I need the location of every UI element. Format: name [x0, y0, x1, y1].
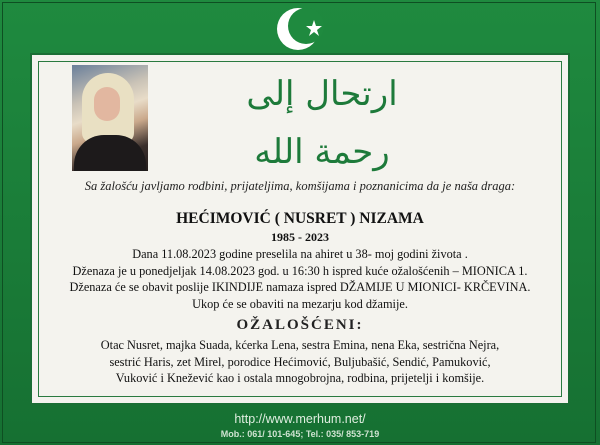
footer-url-link[interactable]: http://www.merhum.net/: [234, 412, 366, 426]
mourners-list: [32, 337, 568, 387]
mourners-line: Vuković i Knežević kao i ostala mnogobrojna, rodbina, prijetelji i komšije.: [115, 371, 485, 385]
obituary-card: [30, 53, 570, 405]
deceased-name: HEĆIMOVIĆ ( NUSRET ) NIZAMA: [176, 210, 424, 227]
crescent-star-icon: [270, 4, 330, 54]
mourners-line: sestrić Haris, zet Mirel, porodice Hećimović, Buljubašić, Sendić, Pamuković,: [109, 354, 491, 369]
detail-line: Dženaza je u ponedjeljak 14.08.2023 god. u 16:30 h ispred kuće ožalošćenih – MIONICA 1.: [72, 263, 528, 278]
arabic-calligraphy: ارتحال إلى رحمة الله: [246, 74, 398, 172]
intro-text: Sa žalošću javljamo rodbini, prijateljima, komšijama i poznanicima da je naša draga:: [84, 179, 516, 193]
detail-line: Dženaza će se obavit poslije IKINDIJE namaza ispred DŽAMIJE U MIONICI- KRČEVINA.: [69, 280, 531, 294]
detail-line: Ukop će se obaviti na mezarju kod džamije.: [192, 296, 408, 311]
deceased-photo: [72, 65, 148, 171]
life-years: 1985 - 2023: [271, 230, 329, 244]
footer-phones: Mob.: 061/ 101-645; Tel.: 035/ 853-719: [220, 429, 380, 439]
mourners-line: Otac Nusret, majka Suada, kćerka Lena, sestra Emina, nena Eka, sestrična Nejra,: [100, 338, 500, 352]
mourners-heading: OŽALOŠĆENI:: [236, 317, 364, 333]
detail-line: Dana 11.08.2023 godine preselila na ahiret u 38- moj godini života .: [132, 247, 468, 261]
funeral-details: [32, 246, 568, 312]
